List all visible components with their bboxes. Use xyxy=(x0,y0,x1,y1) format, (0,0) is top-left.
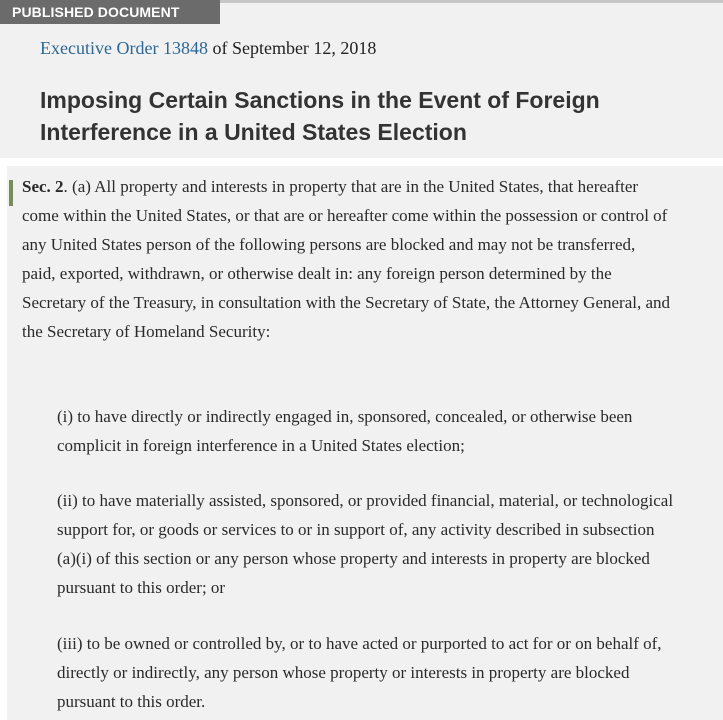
subsection-ii: (ii) to have materially assisted, sponsored, or provided financial, material, or technological support for, or goods or services to or in support of, any activity described in subsection (a)(i) of this section or any person whose property and interests in property are blocked pursuant to this order; or xyxy=(57,491,674,597)
document-header xyxy=(0,0,723,158)
executive-order-link[interactable]: Executive Order 13848 xyxy=(40,38,208,58)
published-document-badge: PUBLISHED DOCUMENT xyxy=(0,0,220,24)
document-title: Imposing Certain Sanctions in the Event of Foreign Interference in a United States Election xyxy=(40,87,600,145)
executive-order-line xyxy=(40,38,376,59)
executive-order-date: of September 12, 2018 xyxy=(207,38,377,58)
subsection-i: (i) to have directly or indirectly engaged in, sponsored, concealed, or otherwise been complicit in foreign interference in a United States election; xyxy=(57,407,633,455)
subsection-iii: (iii) to be owned or controlled by, or to have acted or purported to act for or on behalf of, directly or indirectly, any person whose property or interests in property are blocked pursuant to this order. xyxy=(57,634,662,711)
header-divider xyxy=(220,0,723,3)
section-label: Sec. 2 xyxy=(22,177,64,196)
section-accent-bar xyxy=(9,180,13,206)
section-intro-text: . (a) All property and interests in property that are in the United States, that hereafter come within the United States, or that are or hereafter come within the possession or control of any United States person of the following persons are blocked and may not be transferred, paid, exported, withdrawn, or otherwise dealt in: any foreign person determined by the Secretary of the Treasury, in consultation with the Secretary of State, the Attorney General, and the Secretary of Homeland Security: xyxy=(22,177,671,341)
section-2-paragraph xyxy=(22,172,672,346)
